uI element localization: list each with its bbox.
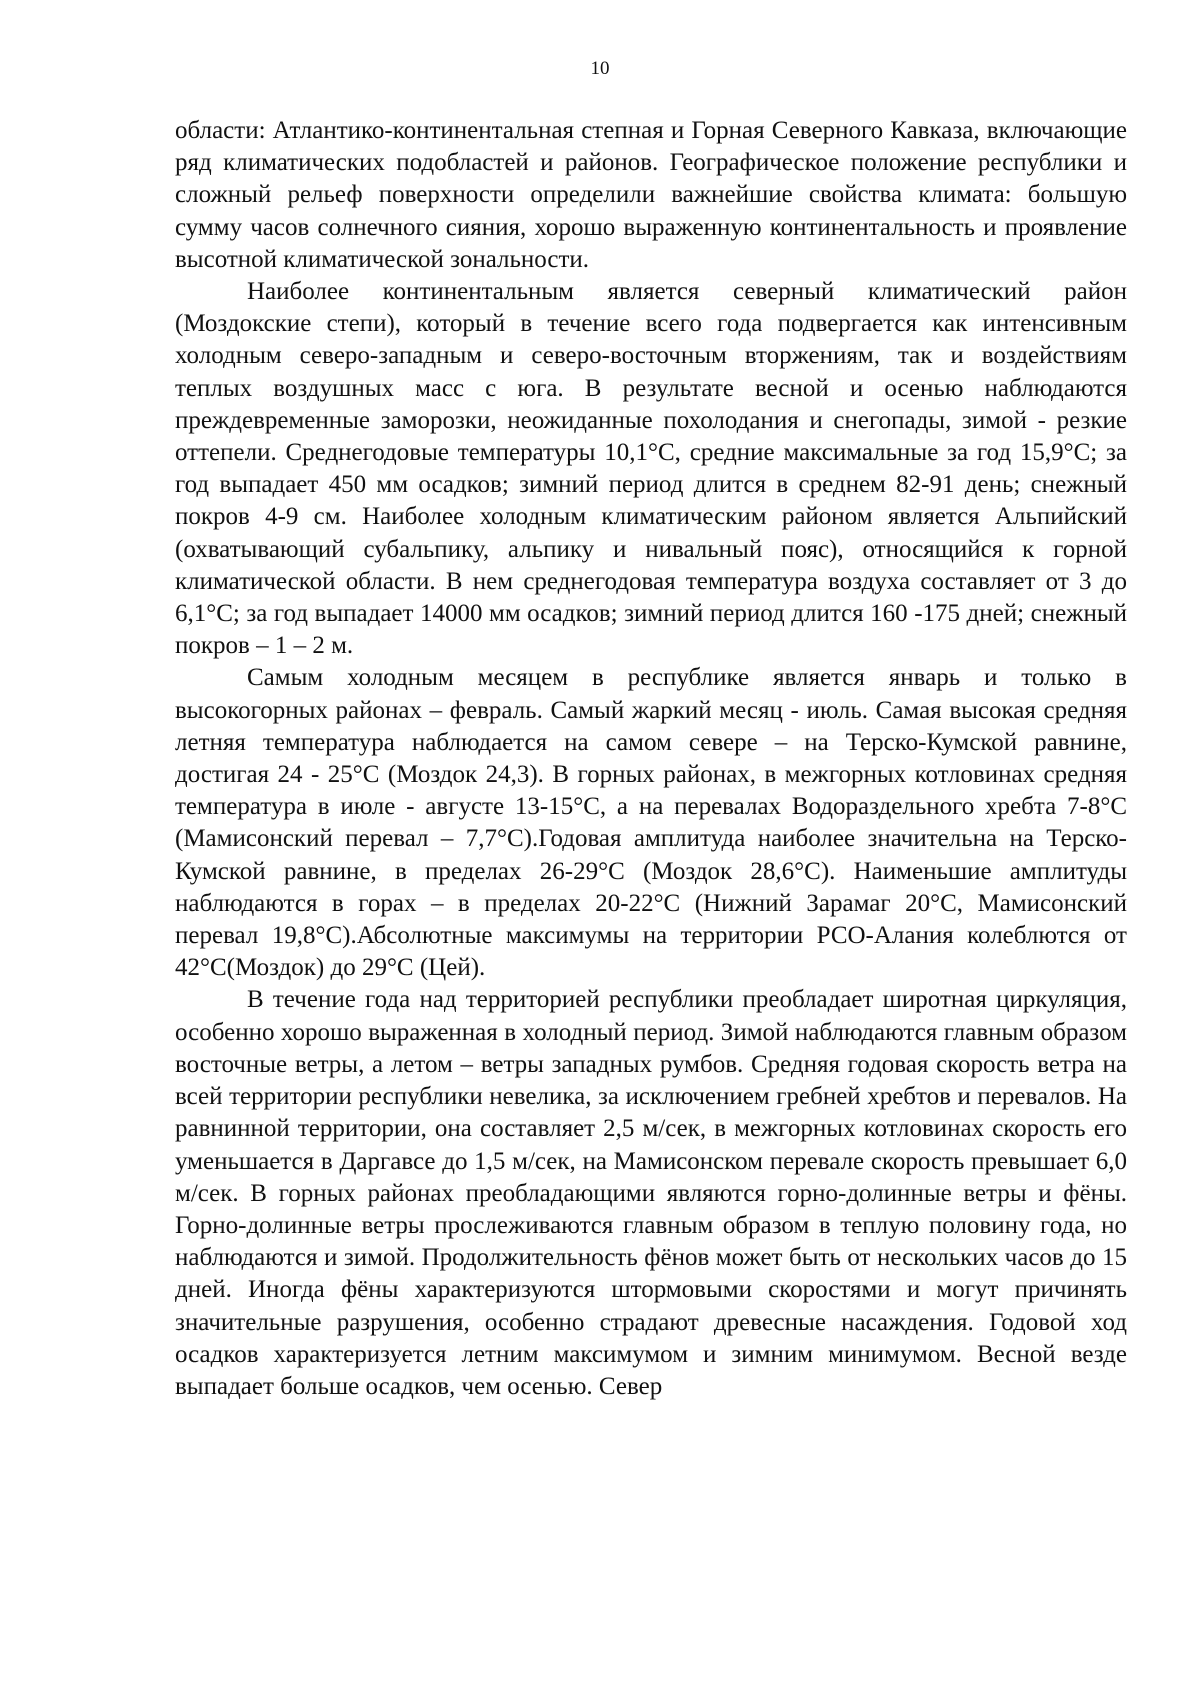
page-number: 10 [590,58,610,79]
paragraph-wind-circulation: В течение года над территорией республики преобладает широтная циркуляция, особенно хорошо выраженная в холодный период. Зимой наблюдаются главным образом восточные ветры, а летом – ветры западных румбов. Средняя годовая скорость ветра на всей территории республики невелика, за исключением гребней хребтов и перевалов. На равнинной территории, она составляет 2,5 м/сек, в межгорных котловинах скорость его уменьшается в Даргавсе до 1,5 м/сек, на Мамисонском перевале скорость превышает 6,0 м/сек. В горных районах преобладающими являются горно-долинные ветры и фёны. Горно-долинные ветры прослеживаются главным образом в теплую половину года, но наблюдаются и зимой. Продолжительность фёнов может быть от нескольких часов до 15 дней. Иногда фёны характеризуются штормовыми скоростями и могут причинять значительные разрушения, особенно страдают древесные насаждения. Годовой ход осадков характеризуется летним максимумом и зимним минимумом. Весной везде выпадает больше осадков, чем осенью. Север [175,986,1127,1400]
document-body [175,115,1127,1403]
paragraph-continuation: области: Атлантико-континентальная степная и Горная Северного Кавказа, включающие ряд климатических подобластей и районов. Географическое положение республики и сложный рельеф поверхности определили важнейшие свойства климата: большую сумму часов солнечного сияния, хорошо выраженную континентальность и проявление высотной климатической зональности. [175,117,1127,273]
paragraph-temperature-regime: Самым холодным месяцем в республике является январь и только в высокогорных районах – февраль. Самый жаркий месяц - июль. Самая высокая средняя летняя температура наблюдается на самом севере – на Терско-Кумской равнине, достигая 24 - 25°С (Моздок 24,3). В горных районах, в межгорных котловинах средняя температура в июле - августе 13-15°С, а на перевалах Водораздельного хребта 7-8°С (Мамисонский перевал – 7,7°С).Годовая амплитуда наиболее значительна на Терско-Кумской равнине, в пределах 26-29°С (Моздок 28,6°С). Наименьшие амплитуды наблюдаются в горах – в пределах 20-22°С (Нижний Зарамаг 20°С, Мамисонский перевал 19,8°С).Абсолютные максимумы на территории РСО-Алания колеблются от 42°С(Моздок) до 29°С (Цей). [175,664,1127,982]
paragraph-northern-climate-district: Наиболее континентальным является северный климатический район (Моздокские степи), который в течение всего года подвергается как интенсивным холодным северо-западным и северо-восточным вторжениям, так и воздействиям теплых воздушных масс с юга. В результате весной и осенью наблюдаются преждевременные заморозки, неожиданные похолодания и снегопады, зимой - резкие оттепели. Среднегодовые температуры 10,1°С, средние максимальные за год 15,9°С; за год выпадает 450 мм осадков; зимний период длится в среднем 82-91 день; снежный покров 4-9 см. Наиболее холодным климатическим районом является Альпийский (охватывающий субальпику, альпику и нивальный пояс), относящийся к горной климатической области. В нем среднегодовая температура воздуха составляет от 3 до 6,1°С; за год выпадает 14000 мм осадков; зимний период длится 160 -175 дней; снежный покров – 1 – 2 м. [175,278,1127,660]
